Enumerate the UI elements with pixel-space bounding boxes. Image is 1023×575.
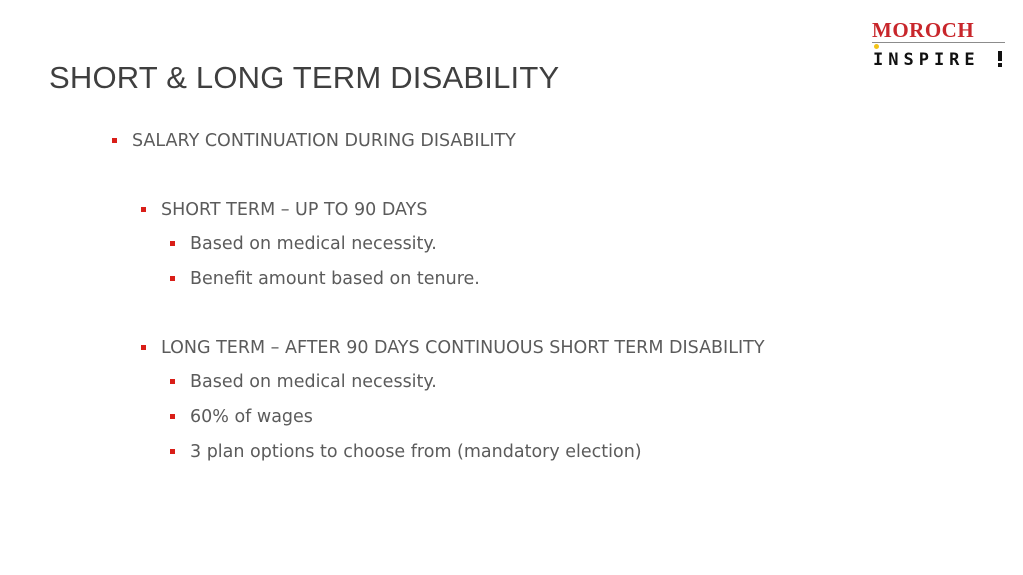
bullet-icon	[170, 414, 175, 419]
bullet-short-term-item: Benefit amount based on tenure.	[190, 269, 480, 289]
bullet-icon	[112, 138, 117, 143]
bullet-long-term-item: 3 plan options to choose from (mandatory election)	[190, 442, 642, 462]
bullet-salary-continuation: SALARY CONTINUATION DURING DISABILITY	[132, 131, 516, 151]
bullet-long-term-item: 60% of wages	[190, 407, 313, 427]
bullet-short-term: SHORT TERM – UP TO 90 DAYS	[161, 200, 428, 220]
bullet-icon	[170, 241, 175, 246]
logo-brand: MOROCH	[872, 18, 975, 42]
bullet-long-term: LONG TERM – AFTER 90 DAYS CONTINUOUS SHORT TERM DISABILITY	[161, 338, 765, 358]
logo-tagline: INSPIRE	[873, 50, 980, 70]
bullet-long-term-item: Based on medical necessity.	[190, 372, 437, 392]
bullet-icon	[170, 449, 175, 454]
bullet-short-term-item: Based on medical necessity.	[190, 234, 437, 254]
logo-divider	[872, 42, 1005, 43]
bullet-icon	[170, 379, 175, 384]
slide-title: SHORT & LONG TERM DISABILITY	[49, 60, 560, 95]
bullet-icon	[141, 207, 146, 212]
logo-exclamation-icon	[998, 51, 1002, 66]
moroch-inspire-logo	[866, 14, 1012, 78]
logo-yellow-dot-icon	[874, 44, 879, 49]
bullet-icon	[170, 276, 175, 281]
bullet-icon	[141, 345, 146, 350]
